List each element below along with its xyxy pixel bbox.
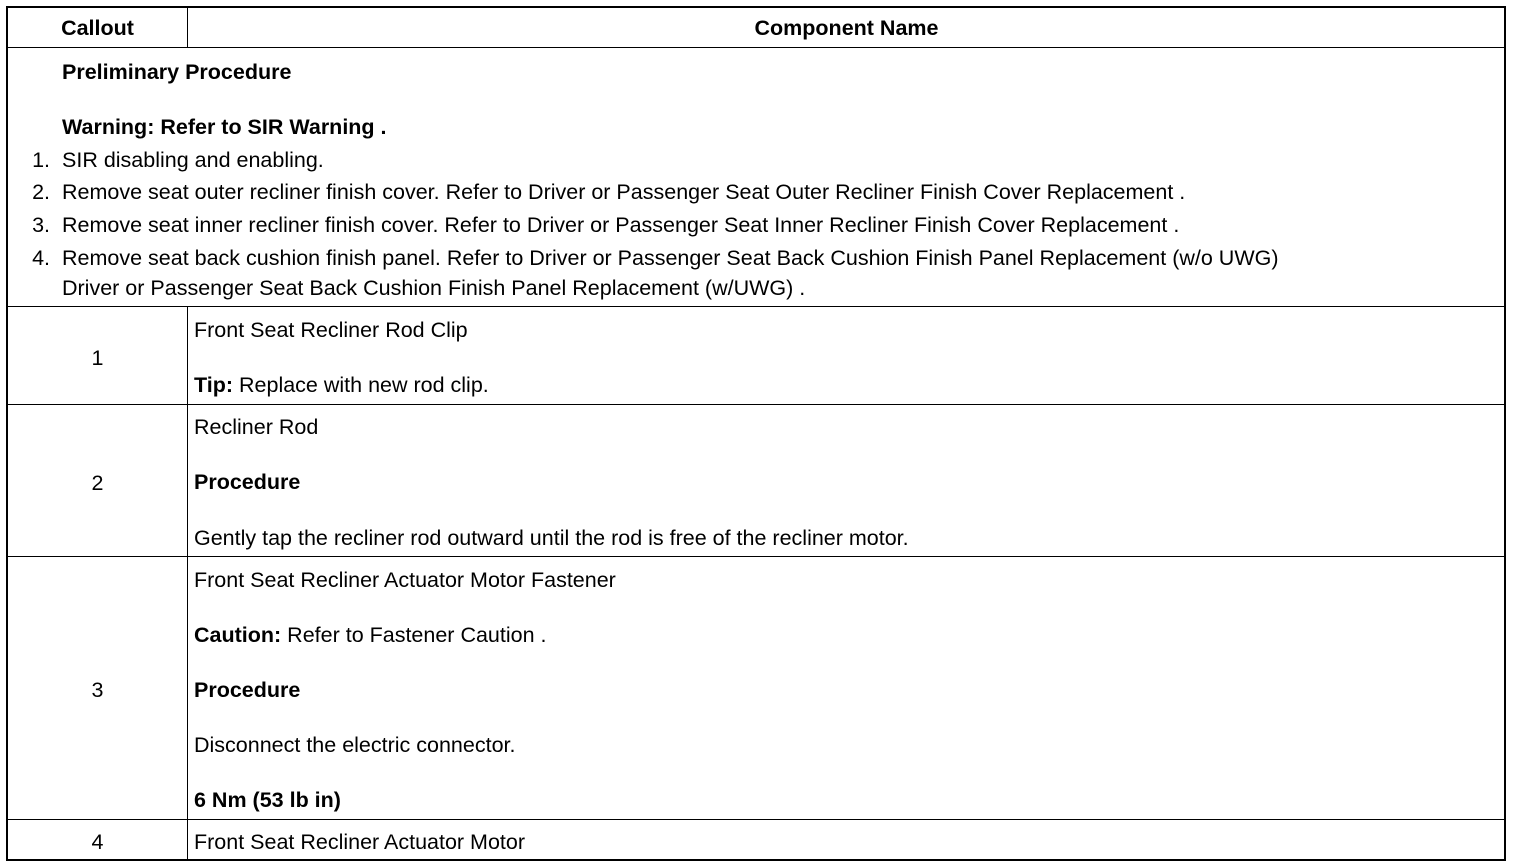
warning-line — [62, 115, 387, 139]
callout-number: 1 — [91, 346, 104, 370]
header-callout: Callout — [61, 16, 134, 40]
procedure-text: Gently tap the recliner rod outward until the rod is free of the recliner motor. — [194, 526, 909, 550]
procedure-label: Procedure — [194, 470, 301, 494]
header-component-name: Component Name — [754, 16, 939, 40]
callout-number: 4 — [91, 830, 104, 854]
callout-number: 2 — [91, 471, 104, 495]
caution-label: Caution: — [194, 623, 282, 647]
step-text: Remove seat outer recliner finish cover. Refer to Driver or Passenger Seat Outer Recliner Finish Cover Replacement . — [62, 180, 1186, 204]
row-divider — [8, 404, 1504, 405]
warning-label: Warning: — [62, 115, 155, 139]
torque-spec: 6 Nm (53 lb in) — [194, 788, 341, 812]
step-number: 1. — [32, 148, 50, 172]
component-name: Recliner Rod — [194, 415, 319, 439]
procedure-text: Disconnect the electric connector. — [194, 733, 516, 757]
tip-text: Replace with new rod clip. — [239, 373, 489, 397]
preliminary-title: Preliminary Procedure — [62, 60, 292, 84]
step-number: 4. — [32, 246, 50, 270]
tip-label: Tip: — [194, 373, 234, 397]
step-number: 2. — [32, 180, 50, 204]
warning-text: Refer to SIR Warning . — [160, 115, 387, 139]
component-name: Front Seat Recliner Rod Clip — [194, 318, 468, 342]
caution-line — [194, 623, 547, 647]
header-divider — [8, 47, 1504, 48]
step-number: 3. — [32, 213, 50, 237]
step-text: Remove seat inner recliner finish cover. Refer to Driver or Passenger Seat Inner Recliner Finish Cover Replacement . — [62, 213, 1180, 237]
caution-text: Refer to Fastener Caution . — [287, 623, 547, 647]
callout-number: 3 — [91, 678, 104, 702]
step-text: Remove seat back cushion finish panel. Refer to Driver or Passenger Seat Back Cushion Finish Panel Replacement (w/o UWG) — [62, 246, 1279, 270]
step-text: SIR disabling and enabling. — [62, 148, 324, 172]
step-text-continued: Driver or Passenger Seat Back Cushion Finish Panel Replacement (w/UWG) . — [62, 276, 806, 300]
row-divider — [8, 556, 1504, 557]
procedure-label: Procedure — [194, 678, 301, 702]
procedure-table — [6, 6, 1506, 861]
row-divider — [8, 819, 1504, 820]
tip-line — [194, 373, 489, 397]
component-name: Front Seat Recliner Actuator Motor — [194, 830, 526, 854]
column-divider — [187, 306, 188, 859]
component-name: Front Seat Recliner Actuator Motor Fastener — [194, 568, 616, 592]
column-divider — [187, 8, 188, 47]
row-divider — [8, 306, 1504, 307]
